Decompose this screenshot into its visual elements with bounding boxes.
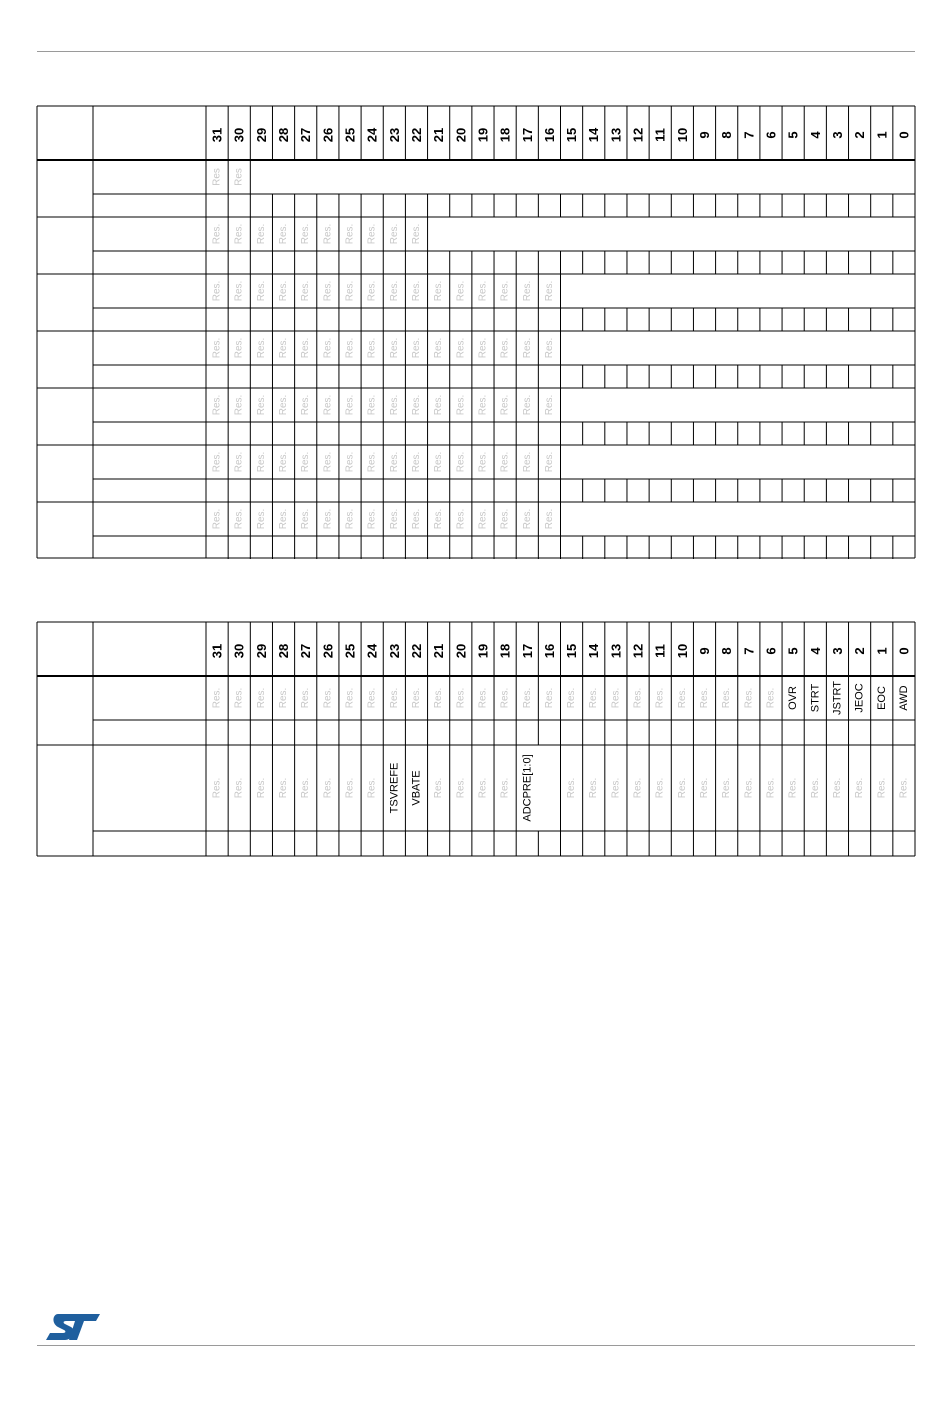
reserved-bit-label: Res. bbox=[388, 337, 400, 359]
reserved-bit-label: Res. bbox=[809, 777, 821, 799]
reserved-bit-label: Res. bbox=[433, 337, 445, 359]
table2-bit-26: 26 bbox=[320, 643, 336, 659]
reserved-bit-label: Res. bbox=[521, 508, 533, 530]
reserved-bit-label: Res. bbox=[300, 687, 312, 709]
table1-bit-29: 29 bbox=[253, 127, 269, 143]
table2-bit-9: 9 bbox=[697, 647, 713, 655]
table1-bit-12: 12 bbox=[630, 127, 646, 143]
reserved-bit-label: Res. bbox=[433, 777, 445, 799]
reserved-bit-label: Res. bbox=[255, 777, 267, 799]
reserved-bit-label: Res. bbox=[721, 777, 733, 799]
field-jeoc: JEOC bbox=[853, 683, 866, 713]
reserved-bit-label: Res. bbox=[388, 451, 400, 473]
reserved-bit-label: Res. bbox=[211, 687, 223, 709]
reserved-bit-label: Res. bbox=[255, 508, 267, 530]
table1-bit-26: 26 bbox=[320, 127, 336, 143]
table1-bit-10: 10 bbox=[674, 127, 690, 143]
reserved-bit-label: Res. bbox=[322, 394, 334, 416]
reserved-bit-label: Res. bbox=[278, 508, 290, 530]
reserved-bit-label: Res. bbox=[521, 451, 533, 473]
reserved-bit-label: Res. bbox=[255, 280, 267, 302]
reserved-bit-label: Res. bbox=[410, 451, 422, 473]
reserved-bit-label: Res. bbox=[344, 394, 356, 416]
table1-bit-8: 8 bbox=[719, 131, 735, 139]
reserved-bit-label: Res. bbox=[676, 687, 688, 709]
reserved-bit-label: Res. bbox=[543, 508, 555, 530]
reserved-bit-label: Res. bbox=[344, 777, 356, 799]
reserved-bit-label: Res. bbox=[278, 687, 290, 709]
table2-bit-20: 20 bbox=[453, 643, 469, 659]
reserved-bit-label: Res. bbox=[499, 394, 511, 416]
reserved-bit-label: Res. bbox=[455, 687, 467, 709]
reserved-bit-label: Res. bbox=[433, 687, 445, 709]
reserved-bit-label: Res. bbox=[743, 687, 755, 709]
field-adcpre: ADCPRE[1:0] bbox=[521, 754, 534, 822]
reserved-bit-label: Res. bbox=[588, 777, 600, 799]
reserved-bit-label: Res. bbox=[632, 687, 644, 709]
table2-bit-4: 4 bbox=[807, 647, 823, 655]
reserved-bit-label: Res. bbox=[278, 777, 290, 799]
reserved-bit-label: Res. bbox=[344, 451, 356, 473]
reserved-bit-label: Res. bbox=[699, 777, 711, 799]
table2-bit-28: 28 bbox=[276, 643, 292, 659]
reserved-bit-label: Res. bbox=[366, 508, 378, 530]
reserved-bit-label: Res. bbox=[344, 687, 356, 709]
reserved-bit-label: Res. bbox=[765, 687, 777, 709]
table2-bit-5: 5 bbox=[785, 647, 801, 655]
reserved-bit-label: Res. bbox=[255, 394, 267, 416]
table2-bit-13: 13 bbox=[608, 643, 624, 659]
reserved-bit-label: Res. bbox=[455, 451, 467, 473]
table2-bit-6: 6 bbox=[763, 647, 779, 655]
table1-bit-18: 18 bbox=[497, 127, 513, 143]
table2-bit-23: 23 bbox=[386, 643, 402, 659]
reserved-bit-label: Res. bbox=[211, 451, 223, 473]
reserved-bit-label: Res. bbox=[455, 280, 467, 302]
reserved-bit-label: Res. bbox=[322, 337, 334, 359]
table1-bit-5: 5 bbox=[785, 131, 801, 139]
reserved-bit-label: Res. bbox=[654, 687, 666, 709]
table1-bit-17: 17 bbox=[519, 127, 535, 143]
reserved-bit-label: Res. bbox=[566, 687, 578, 709]
reserved-bit-label: Res. bbox=[433, 451, 445, 473]
reserved-bit-label: Res. bbox=[543, 687, 555, 709]
reserved-bit-label: Res. bbox=[499, 280, 511, 302]
reserved-bit-label: Res. bbox=[632, 777, 644, 799]
table1-bit-31: 31 bbox=[209, 127, 225, 143]
table2-bit-15: 15 bbox=[564, 643, 580, 659]
reserved-bit-label: Res. bbox=[477, 337, 489, 359]
table2-bit-17: 17 bbox=[519, 643, 535, 659]
reserved-bit-label: Res. bbox=[410, 223, 422, 245]
reserved-bit-label: Res. bbox=[721, 687, 733, 709]
reserved-bit-label: Res. bbox=[654, 777, 666, 799]
reserved-bit-label: Res. bbox=[366, 280, 378, 302]
reserved-bit-label: Res. bbox=[300, 508, 312, 530]
table1-bit-2: 2 bbox=[852, 131, 868, 139]
table1-bit-13: 13 bbox=[608, 127, 624, 143]
reserved-bit-label: Res. bbox=[344, 337, 356, 359]
table1-bit-21: 21 bbox=[431, 127, 447, 143]
reserved-bit-label: Res. bbox=[366, 777, 378, 799]
table1-bit-1: 1 bbox=[874, 131, 890, 139]
reserved-bit-label: Res. bbox=[255, 687, 267, 709]
reserved-bit-label: Res. bbox=[543, 280, 555, 302]
reserved-bit-label: Res. bbox=[521, 337, 533, 359]
reserved-bit-label: Res. bbox=[322, 777, 334, 799]
table1-bit-25: 25 bbox=[342, 127, 358, 143]
reserved-bit-label: Res. bbox=[211, 337, 223, 359]
reserved-bit-label: Res. bbox=[211, 394, 223, 416]
reserved-bit-label: Res. bbox=[388, 508, 400, 530]
table2-bit-14: 14 bbox=[586, 643, 602, 659]
reserved-bit-label: Res. bbox=[300, 777, 312, 799]
reserved-bit-label: Res. bbox=[233, 337, 245, 359]
reserved-bit-label: Res. bbox=[477, 280, 489, 302]
reserved-bit-label: Res. bbox=[521, 687, 533, 709]
reserved-bit-label: Res. bbox=[588, 687, 600, 709]
reserved-bit-label: Res. bbox=[433, 394, 445, 416]
reserved-bit-label: Res. bbox=[433, 280, 445, 302]
reserved-bit-label: Res. bbox=[255, 223, 267, 245]
reserved-bit-label: Res. bbox=[455, 337, 467, 359]
table2-bit-3: 3 bbox=[829, 647, 845, 655]
reserved-bit-label: Res. bbox=[366, 687, 378, 709]
reserved-bit-label: Res. bbox=[278, 451, 290, 473]
reserved-bit-label: Res. bbox=[410, 280, 422, 302]
table1-bit-16: 16 bbox=[541, 127, 557, 143]
reserved-bit-label: Res. bbox=[322, 280, 334, 302]
table2-bit-11: 11 bbox=[652, 644, 668, 658]
reserved-bit-label: Res. bbox=[344, 280, 356, 302]
table2-bit-10: 10 bbox=[674, 643, 690, 659]
reserved-bit-label: Res. bbox=[433, 508, 445, 530]
reserved-bit-label: Res. bbox=[566, 777, 578, 799]
reserved-bit-label: Res. bbox=[366, 223, 378, 245]
field-jstrt: JSTRT bbox=[831, 680, 844, 716]
reserved-bit-label: Res. bbox=[300, 337, 312, 359]
reserved-bit-label: Res. bbox=[211, 280, 223, 302]
reserved-bit-label: Res. bbox=[455, 394, 467, 416]
reserved-bit-label: Res. bbox=[521, 394, 533, 416]
reserved-bit-label: Res. bbox=[876, 777, 888, 799]
reserved-bit-label: Res. bbox=[388, 394, 400, 416]
reserved-bit-label: Res. bbox=[499, 508, 511, 530]
table1-bit-19: 19 bbox=[475, 127, 491, 143]
reserved-bit-label: Res. bbox=[699, 687, 711, 709]
field-ovr: OVR bbox=[787, 686, 800, 710]
table2-bit-16: 16 bbox=[541, 643, 557, 659]
reserved-bit-label: Res. bbox=[366, 394, 378, 416]
table2-bit-29: 29 bbox=[253, 643, 269, 659]
table1-bit-0: 0 bbox=[896, 131, 912, 139]
reserved-bit-label: Res. bbox=[278, 223, 290, 245]
table1-bit-22: 22 bbox=[408, 127, 424, 143]
reserved-bit-label: Res. bbox=[300, 223, 312, 245]
table1-bit-9: 9 bbox=[697, 131, 713, 139]
reserved-bit-label: Res. bbox=[787, 777, 799, 799]
reserved-bit-label: Res. bbox=[322, 508, 334, 530]
reserved-bit-label: Res. bbox=[255, 451, 267, 473]
table2-bit-30: 30 bbox=[231, 643, 247, 659]
reserved-bit-label: Res. bbox=[388, 280, 400, 302]
reserved-bit-label: Res. bbox=[255, 337, 267, 359]
reserved-bit-label: Res. bbox=[610, 777, 622, 799]
reserved-bit-label: Res. bbox=[233, 223, 245, 245]
table1-bit-6: 6 bbox=[763, 131, 779, 139]
field-awd: AWD bbox=[897, 685, 910, 711]
table2-bit-8: 8 bbox=[719, 647, 735, 655]
reserved-bit-label: Res. bbox=[388, 223, 400, 245]
reserved-bit-label: Res. bbox=[211, 223, 223, 245]
reserved-bit-label: Res. bbox=[300, 280, 312, 302]
table1-bit-15: 15 bbox=[564, 127, 580, 143]
field-vbate: VBATE bbox=[410, 770, 423, 806]
reserved-bit-label: Res. bbox=[477, 394, 489, 416]
reserved-bit-label: Res bbox=[211, 168, 223, 186]
table1-bit-14: 14 bbox=[586, 127, 602, 143]
table1-bit-30: 30 bbox=[231, 127, 247, 143]
table1-bit-28: 28 bbox=[276, 127, 292, 143]
reserved-bit-label: Res. bbox=[831, 777, 843, 799]
reserved-bit-label: Res. bbox=[455, 777, 467, 799]
reserved-bit-label: Res. bbox=[211, 508, 223, 530]
table1-bit-24: 24 bbox=[364, 127, 380, 143]
reserved-bit-label: Res. bbox=[300, 451, 312, 473]
reserved-bit-label: Res. bbox=[233, 394, 245, 416]
table2-bit-0: 0 bbox=[896, 647, 912, 655]
reserved-bit-label: Res. bbox=[499, 337, 511, 359]
table1-bit-3: 3 bbox=[829, 131, 845, 139]
reserved-bit-label: Res. bbox=[300, 394, 312, 416]
reserved-bit-label: Res. bbox=[388, 687, 400, 709]
reserved-bit-label: Res. bbox=[322, 687, 334, 709]
field-eoc: EOC bbox=[875, 686, 888, 710]
reserved-bit-label: Res. bbox=[233, 687, 245, 709]
table2-bit-25: 25 bbox=[342, 643, 358, 659]
st-logo bbox=[44, 1312, 102, 1342]
table2-bit-7: 7 bbox=[741, 647, 757, 655]
reserved-bit-label: Res. bbox=[410, 508, 422, 530]
reserved-bit-label: Res. bbox=[610, 687, 622, 709]
table1-bit-27: 27 bbox=[298, 127, 314, 143]
table1-bit-11: 11 bbox=[652, 128, 668, 142]
table1-bit-4: 4 bbox=[807, 131, 823, 139]
reserved-bit-label: Res. bbox=[765, 777, 777, 799]
reserved-bit-label: Res. bbox=[233, 777, 245, 799]
reserved-bit-label: Res. bbox=[211, 777, 223, 799]
reserved-bit-label: Res. bbox=[455, 508, 467, 530]
table2-bit-27: 27 bbox=[298, 643, 314, 659]
reserved-bit-label: Res. bbox=[477, 687, 489, 709]
reserved-bit-label: Res. bbox=[477, 777, 489, 799]
table2-bit-24: 24 bbox=[364, 643, 380, 659]
reserved-bit-label: Res. bbox=[278, 280, 290, 302]
reserved-bit-label: Res. bbox=[521, 280, 533, 302]
table1-bit-23: 23 bbox=[386, 127, 402, 143]
reserved-bit-label: Res. bbox=[233, 451, 245, 473]
reserved-bit-label: Res. bbox=[543, 337, 555, 359]
table2-bit-1: 1 bbox=[874, 647, 890, 655]
reserved-bit-label: Res. bbox=[499, 687, 511, 709]
reserved-bit-label: Res. bbox=[322, 223, 334, 245]
reserved-bit-label: Res. bbox=[499, 777, 511, 799]
reserved-bit-label: Res. bbox=[410, 337, 422, 359]
reserved-bit-label: Res. bbox=[278, 394, 290, 416]
reserved-bit-label: Res. bbox=[543, 394, 555, 416]
table2-bit-2: 2 bbox=[852, 647, 868, 655]
table2-bit-22: 22 bbox=[408, 643, 424, 659]
reserved-bit-label: Res. bbox=[477, 451, 489, 473]
reserved-bit-label: Res. bbox=[344, 223, 356, 245]
field-tsvrefe: TSVREFE bbox=[388, 762, 401, 814]
field-strt: STRT bbox=[809, 683, 822, 713]
reserved-bit-label: Res. bbox=[854, 777, 866, 799]
table2-bit-12: 12 bbox=[630, 643, 646, 659]
reserved-bit-label: Res. bbox=[344, 508, 356, 530]
reserved-bit-label: Res. bbox=[233, 280, 245, 302]
reserved-bit-label: Res. bbox=[898, 777, 910, 799]
table2-bit-19: 19 bbox=[475, 643, 491, 659]
reserved-bit-label: Res. bbox=[499, 451, 511, 473]
reserved-bit-label: Res bbox=[233, 168, 245, 186]
reserved-bit-label: Res. bbox=[676, 777, 688, 799]
reserved-bit-label: Res. bbox=[233, 508, 245, 530]
reserved-bit-label: Res. bbox=[477, 508, 489, 530]
table2-bit-21: 21 bbox=[431, 643, 447, 659]
table2-bit-18: 18 bbox=[497, 643, 513, 659]
reserved-bit-label: Res. bbox=[410, 687, 422, 709]
table2-bit-31: 31 bbox=[209, 643, 225, 659]
reserved-bit-label: Res. bbox=[278, 337, 290, 359]
reserved-bit-label: Res. bbox=[322, 451, 334, 473]
reserved-bit-label: Res. bbox=[743, 777, 755, 799]
table1-bit-7: 7 bbox=[741, 131, 757, 139]
table1-bit-20: 20 bbox=[453, 127, 469, 143]
reserved-bit-label: Res. bbox=[366, 451, 378, 473]
reserved-bit-label: Res. bbox=[543, 451, 555, 473]
reserved-bit-label: Res. bbox=[410, 394, 422, 416]
reserved-bit-label: Res. bbox=[366, 337, 378, 359]
